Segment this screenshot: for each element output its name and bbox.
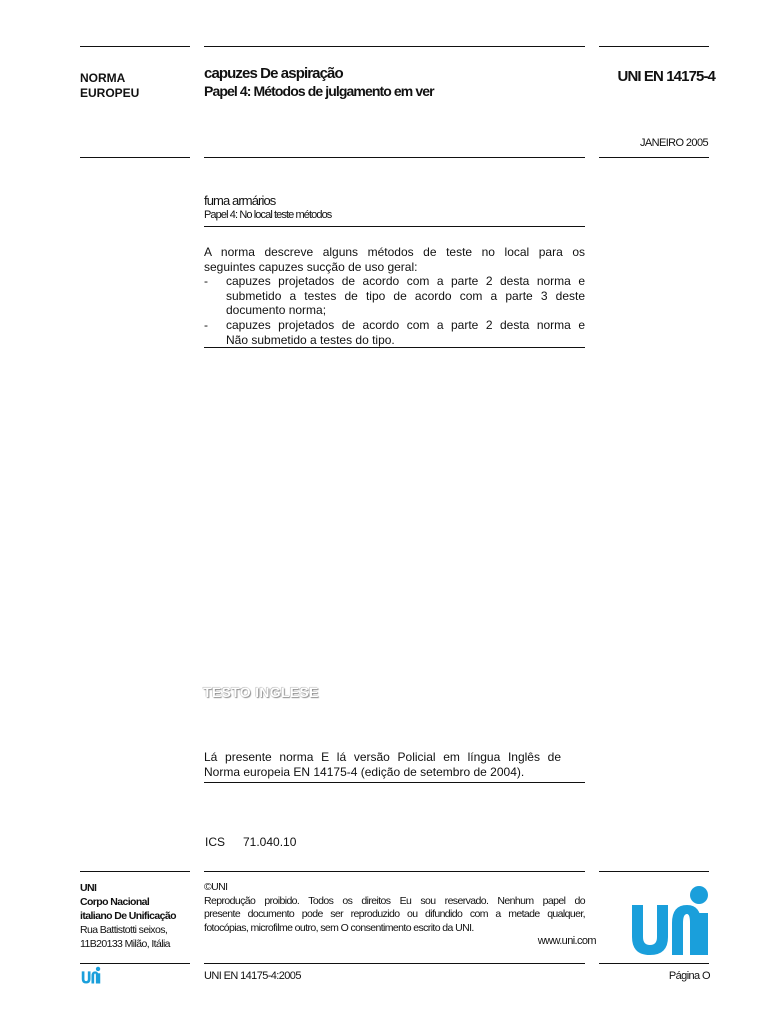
scope-intro-line-1: A norma descreve alguns métodos de teste no local para os [204, 245, 585, 259]
footer-rule-right [599, 871, 709, 872]
document-code: UNI EN 14175-4:2005 [204, 970, 301, 982]
footer-bottom-rule-mid [204, 963, 585, 964]
header-rule-right-top [599, 46, 709, 47]
footer-bottom-rule-right [599, 963, 709, 964]
norma-line-2: EUROPEU [80, 86, 140, 100]
standard-id: UNI EN 14175-4 [617, 68, 715, 85]
scope-item-1-line-1: capuzes projetados de acordo com a parte 2 desta norma e [226, 274, 585, 289]
header-rule-mid-bottom [204, 157, 585, 158]
org-name-line-1: Corpo Nacional [80, 896, 150, 908]
header-rule-left-bottom [80, 157, 190, 158]
org-address-line-1: Rua Battistotti seixos, [80, 924, 168, 936]
rights-line-3: fotocópias, microfilme outro, sem O consentimento escrito da UNI. [204, 921, 474, 934]
copyright-mark: ©UNI [204, 881, 228, 893]
uni-logo-large [628, 883, 712, 957]
copyright-block [204, 881, 585, 935]
website-link[interactable]: www.uni.com [537, 935, 596, 947]
watermark-text: TESTO INGLESE [203, 684, 319, 700]
org-short-name: UNI [80, 882, 97, 894]
statement-text [204, 750, 561, 780]
scope-item-1-line-3: documento norma; [226, 303, 327, 318]
footer-rule-mid [204, 871, 585, 872]
norma-line-1: NORMA [80, 71, 126, 85]
statement-line-2: Norma europeia EN 14175-4 (edição de setembro de 2004). [204, 765, 525, 779]
scope-item-2 [204, 318, 585, 347]
org-name-line-2: italiano De Unificação [80, 910, 176, 922]
scope-item-1-line-2: submetido a testes de tipo de acordo com a parte 3 deste [226, 288, 585, 303]
publication-date: JANEIRO 2005 [639, 137, 708, 149]
english-subtitle: Papel 4: No local teste métodos [204, 209, 332, 221]
bullet-marker: - [204, 317, 208, 332]
page-number: Página O [668, 970, 710, 982]
english-title: fuma armários [204, 193, 276, 208]
page-title: capuzes De aspiração [204, 65, 343, 82]
header-rule-right-bottom [599, 157, 709, 158]
scope-text [204, 245, 585, 347]
ics-value: 71.040.10 [243, 835, 297, 849]
statement-line-1: Lá presente norma E lá versão Policial em língua Inglês de [204, 750, 561, 764]
bullet-marker: - [204, 274, 208, 289]
org-info [80, 881, 176, 951]
rights-line-1: Reprodução proibido. Todos os direitos Eu sou reservado. Nenhum papel do [204, 894, 585, 907]
scope-rule [204, 347, 585, 348]
header-rule-left-top [80, 46, 190, 47]
scope-item-1 [204, 274, 585, 318]
rights-line-2: presente documento pode ser reproduzido ou difundido com a metade qualquer, [204, 908, 585, 921]
ics-label: ICS [205, 835, 226, 849]
footer-bottom-rule-left [80, 963, 190, 964]
uni-logo-small [80, 966, 102, 984]
statement-rule [204, 782, 585, 783]
footer-rule-left [80, 871, 190, 872]
org-address-line-2: 11B20133 Milão, Itália [80, 938, 170, 950]
norma-label [80, 71, 139, 101]
scope-item-2-line-2: Não submetido a testes do tipo. [226, 332, 395, 347]
scope-intro-line-2: seguintes capuzes sucção de uso geral: [204, 259, 418, 274]
scope-item-2-line-1: capuzes projetados de acordo com a parte 2 desta norma e [226, 317, 585, 332]
english-title-rule [204, 226, 585, 227]
page-subtitle: Papel 4: Métodos de julgamento em ver [204, 83, 434, 99]
header-rule-mid-top [204, 46, 585, 47]
